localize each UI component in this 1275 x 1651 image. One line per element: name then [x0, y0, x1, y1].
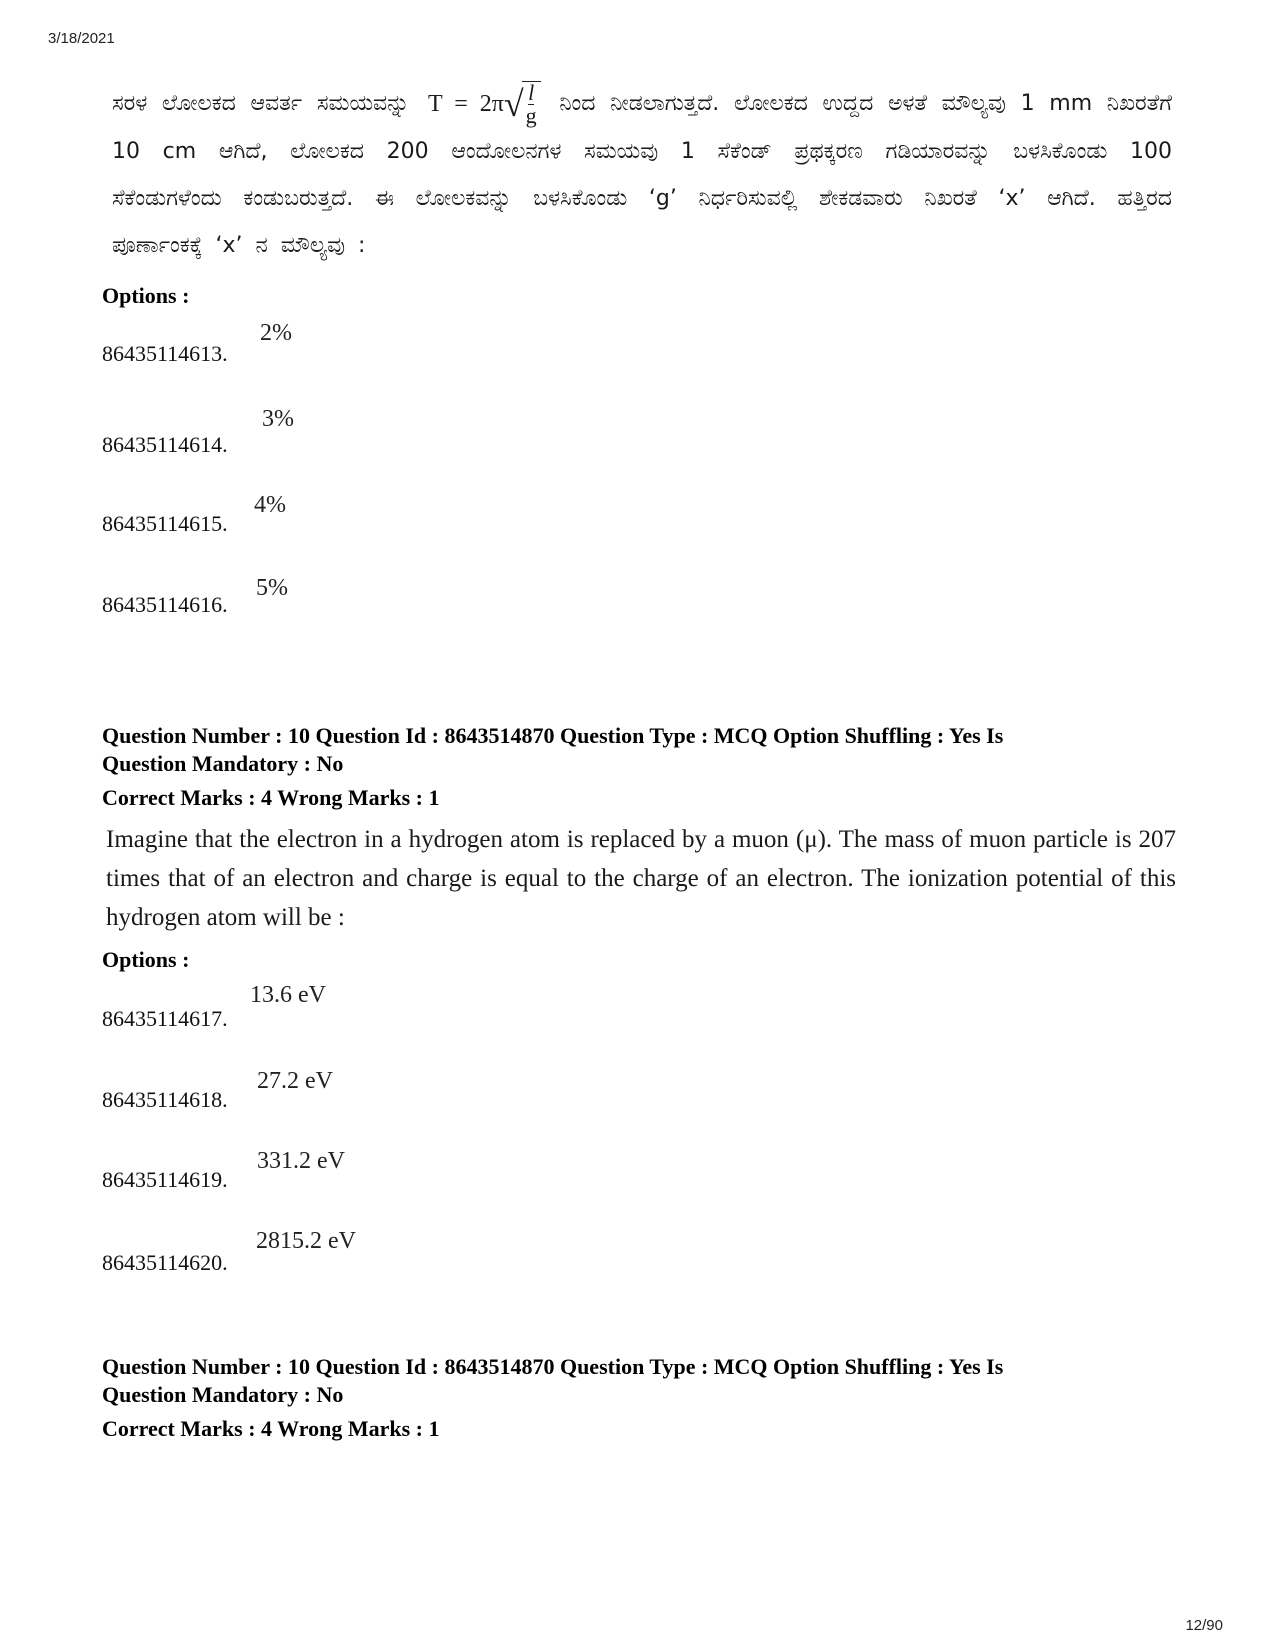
- formula-numerator: l: [528, 80, 535, 105]
- formula-fraction: [522, 81, 541, 127]
- question-10-marks: Correct Marks : 4 Wrong Marks : 1: [102, 785, 440, 810]
- question-10-repeat-meta-line-2: Question Mandatory : No: [102, 1382, 344, 1407]
- question-10-options-label: Options :: [102, 947, 190, 972]
- formula-denominator: g: [525, 103, 537, 128]
- option-id: 86435114617.: [102, 1006, 228, 1031]
- option-value: 3%: [262, 406, 294, 432]
- option-value: 4%: [254, 492, 286, 518]
- question-10-text: Imagine that the electron in a hydrogen atom is replaced by a muon (μ). The mass of muon particle is 207 times that of an electron and charge is equal to the charge of an electron. The ionization potential of this hydrogen atom will be :: [106, 826, 1176, 931]
- option-value: 27.2 eV: [257, 1068, 333, 1094]
- option-id: 86435114620.: [102, 1250, 228, 1275]
- option-value: 2815.2 eV: [256, 1228, 356, 1254]
- question-10-meta-line-1: Question Number : 10 Question Id : 8643514870 Question Type : MCQ Option Shuffling : Yes Is: [102, 723, 1004, 748]
- option-value: 5%: [256, 575, 288, 601]
- page-number: 12/90: [1185, 1617, 1223, 1634]
- print-date: 3/18/2021: [48, 30, 115, 47]
- question-9-text-before: ಸರಳ ಲೋಲಕದ ಆವರ್ತ ಸಮಯವನ್ನು: [112, 91, 410, 116]
- option-id: 86435114615.: [102, 511, 228, 536]
- question-10-repeat-meta-line-1: Question Number : 10 Question Id : 8643514870 Question Type : MCQ Option Shuffling : Yes Is: [102, 1354, 1004, 1379]
- option-value: 2%: [260, 320, 292, 346]
- formula-lhs: T = 2π: [428, 90, 504, 117]
- question-10-meta-line-2: Question Mandatory : No: [102, 751, 344, 776]
- option-value: 331.2 eV: [257, 1148, 345, 1174]
- option-id: 86435114619.: [102, 1167, 228, 1192]
- square-root: [504, 81, 541, 127]
- option-value: 13.6 eV: [250, 982, 326, 1008]
- question-9-options-label: Options :: [102, 283, 190, 308]
- option-id: 86435114613.: [102, 341, 228, 366]
- option-id: 86435114616.: [102, 592, 228, 617]
- radical-sign: √: [503, 84, 524, 124]
- question-10-repeat-marks: Correct Marks : 4 Wrong Marks : 1: [102, 1416, 440, 1441]
- question-9-text: [112, 80, 1172, 269]
- pendulum-period-formula: [428, 81, 541, 128]
- question-9-text-after: ನಿಂದ ನೀಡಲಾಗುತ್ತದೆ. ಲೋಲಕದ ಉದ್ದದ ಅಳತೆ ಮೌಲ್ಯವು 1 mm ನಿಖರತೆಗೆ 10 cm ಆಗಿದೆ, ಲೋಲಕದ 200 ಆಂದೋಲನಗಳ ಸಮಯವು 1 ಸೆಕೆಂಡ್ ಪ್ರಥಕ್ಕರಣ ಗಡಿಯಾರವನ್ನು ಬಳಸಿಕೊಂಡು 100 ಸೆಕೆಂಡುಗಳೆಂದು ಕಂಡುಬರುತ್ತದೆ. ಈ ಲೋಲಕವನ್ನು ಬಳಸಿಕೊಂಡು ‘g’ ನಿರ್ಧರಿಸುವಲ್ಲಿ ಶೇಕಡವಾರು ನಿಖರತೆ ‘x’ ಆಗಿದೆ. ಹತ್ತಿರದ ಪೂರ್ಣಾಂಕಕ್ಕೆ ‘x’ ನ ಮೌಲ್ಯವು :: [112, 91, 1172, 258]
- option-id: 86435114618.: [102, 1087, 228, 1112]
- option-id: 86435114614.: [102, 432, 228, 457]
